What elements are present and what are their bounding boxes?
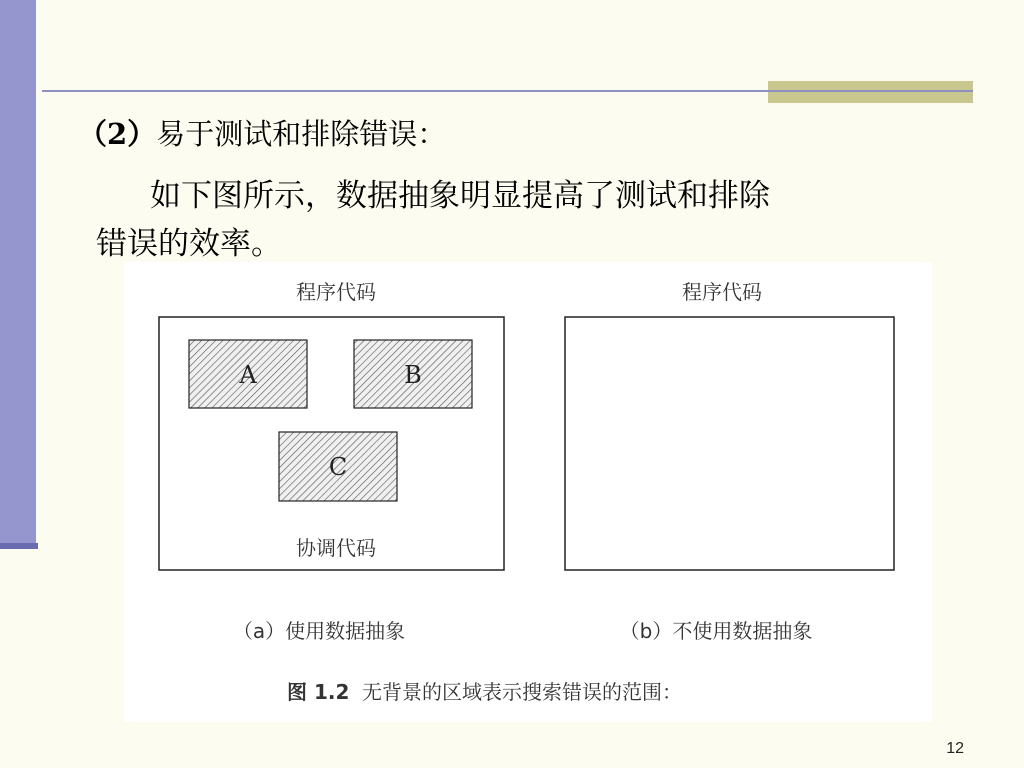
- section-heading: [78, 112, 446, 153]
- panel-b-caption: （b）不使用数据抽象: [619, 619, 813, 643]
- panel-b-title: 程序代码: [682, 280, 762, 304]
- figure-diagram: [124, 262, 932, 722]
- module-c-label: C: [328, 453, 348, 481]
- section-number: （2）: [78, 117, 157, 151]
- figure-caption-number: 图 1.2: [287, 680, 350, 704]
- section-heading-text: 易于测试和排除错误：: [156, 117, 447, 151]
- title-accent-block: [768, 81, 973, 103]
- panel-b-frame: [565, 317, 894, 570]
- body-text-line-2: 错误的效率。: [96, 226, 282, 262]
- left-decor-bar: [0, 0, 36, 547]
- coordination-code-label: 协调代码: [296, 536, 376, 560]
- figure-caption-text: 无背景的区域表示搜索错误的范围：: [362, 680, 682, 704]
- module-a-label: A: [239, 361, 257, 389]
- page-number: 12: [946, 740, 964, 757]
- left-decor-bar-foot: [0, 543, 38, 549]
- body-text-line-1: 如下图所示，数据抽象明显提高了测试和排除: [150, 178, 770, 214]
- module-b-label: B: [404, 361, 422, 389]
- figure-data-abstraction: [124, 262, 932, 722]
- panel-a-caption: （a）使用数据抽象: [232, 619, 406, 643]
- title-accent-rule: [768, 90, 973, 92]
- panel-a-title: 程序代码: [296, 280, 376, 304]
